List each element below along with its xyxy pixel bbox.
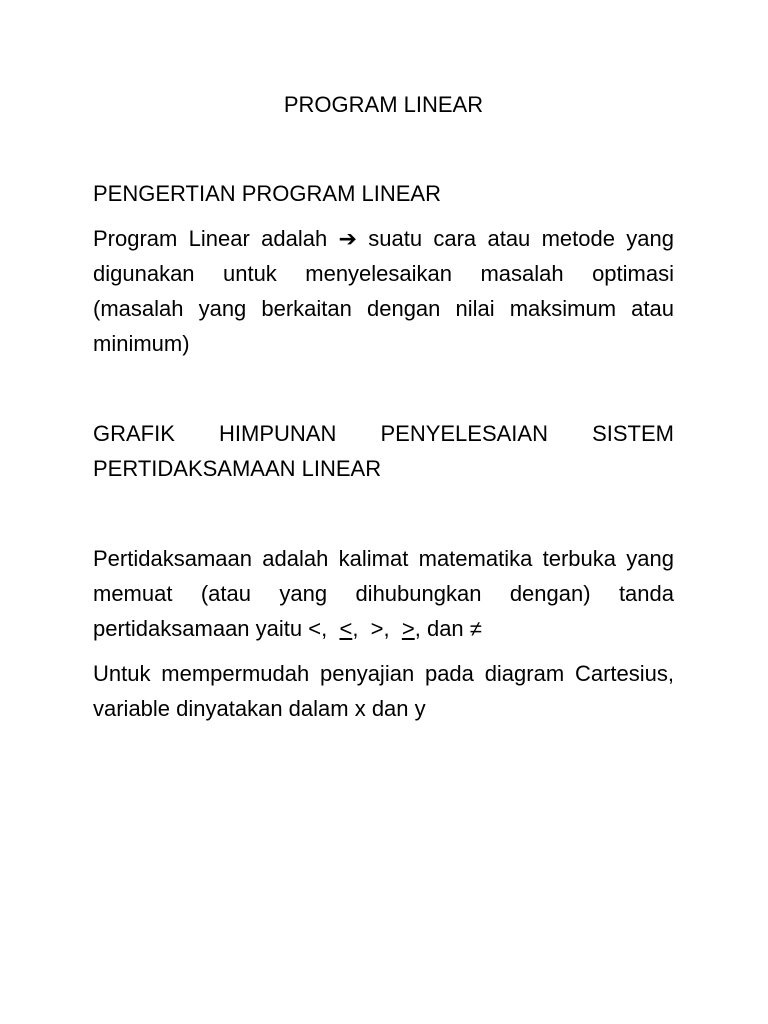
section-heading-grafik-line2: PERTIDAKSAMAAN LINEAR [93, 456, 382, 481]
document-title: PROGRAM LINEAR [283, 92, 484, 117]
symbol-greater-than: >, [370, 616, 390, 641]
spacer [93, 646, 674, 656]
cartesius-paragraph: Untuk mempermudah penyajian pada diagram Cartesius, variable dinyatakan dalam x dan y [93, 661, 674, 721]
section-heading-grafik-line1: GRAFIK HIMPUNAN PENYELESAIAN SISTEM [93, 421, 674, 446]
inequality-text: Pertidaksamaan adalah kalimat matematika terbuka yang memuat (atau yang dihubungkan dengan) tanda pertidaksamaan yaitu [93, 546, 674, 641]
arrow-right-icon: ➔ [338, 226, 357, 251]
inequality-paragraph: Pertidaksamaan adalah kalimat matematika terbuka yang memuat (atau yang dihubungkan dengan) tanda pertidaksamaan yaitu <, <, >, >, dan ≠ [93, 546, 674, 641]
spacer [93, 211, 674, 221]
inequality-end: dan ≠ [426, 616, 482, 641]
spacer [93, 122, 674, 176]
definition-rest: suatu cara atau metode yang digunakan untuk menyelesaikan masalah optimasi (masalah yang berkaitan dengan nilai maksimum atau minimum) [93, 226, 674, 356]
definition-paragraph [93, 221, 674, 361]
symbol-less-than: <, [308, 616, 328, 641]
symbol-less-equal: < [339, 616, 353, 641]
symbol-greater-equal: > [401, 616, 415, 641]
spacer [93, 361, 674, 416]
section-heading-pengertian: PENGERTIAN PROGRAM LINEAR [93, 181, 441, 206]
definition-lead: Program Linear adalah [93, 226, 328, 251]
document-page [93, 88, 674, 726]
spacer [93, 486, 674, 541]
